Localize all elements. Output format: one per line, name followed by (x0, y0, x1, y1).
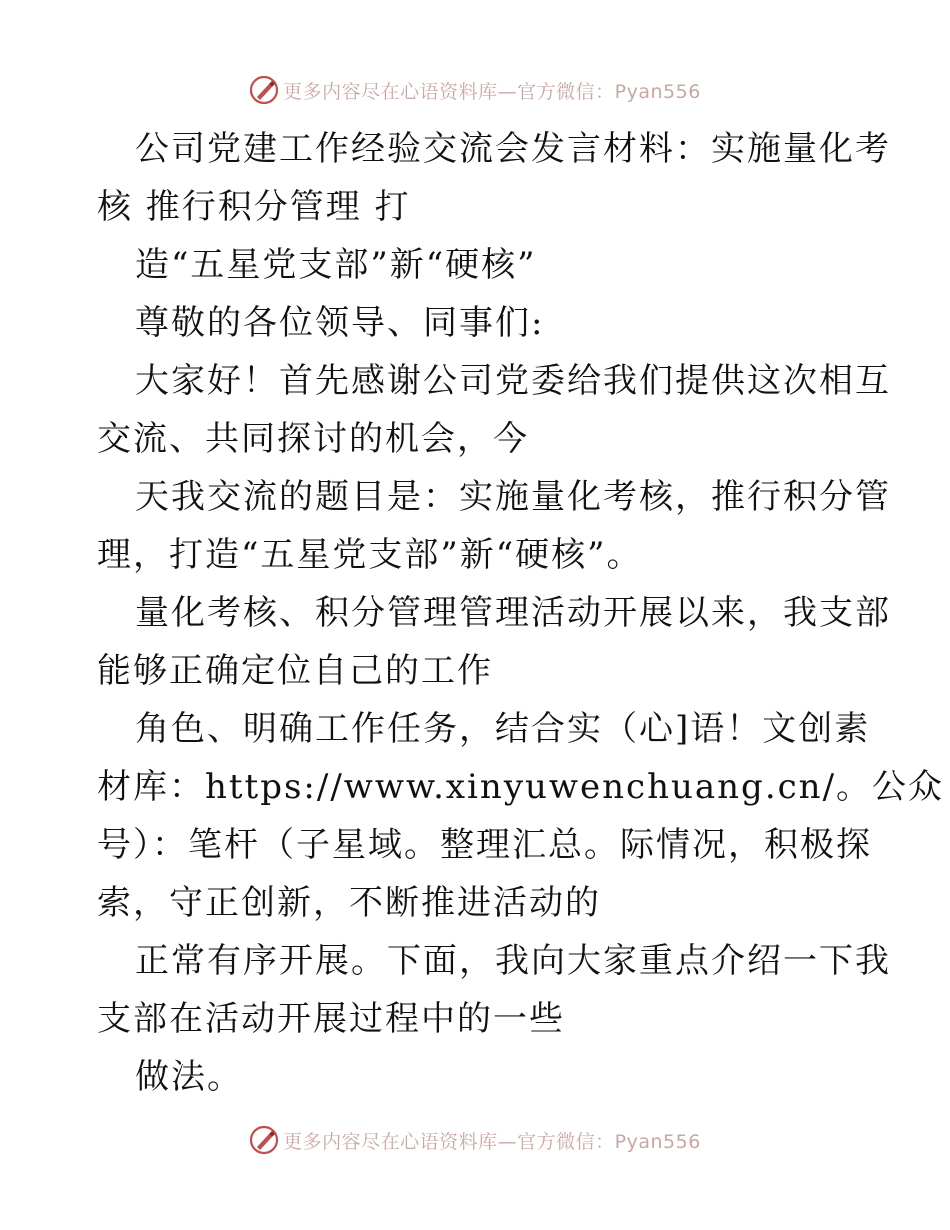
footer-banner (0, 1122, 950, 1158)
paragraph-line: 天我交流的题目是：实施量化考核，推行积分管 (135, 477, 891, 517)
title-line-3: 造“五星党支部”新“硬核” (135, 245, 537, 285)
header-banner (0, 72, 950, 108)
paragraph-line: 索，守正创新，不断推进活动的 (97, 883, 601, 923)
paragraph-line: 正常有序开展。下面，我向大家重点介绍一下我 (135, 941, 891, 981)
paragraph-line: 大家好！首先感谢公司党委给我们提供这次相互 (135, 361, 891, 401)
title-line-2: 核 推行积分管理 打 (97, 187, 411, 227)
paragraph-line: 材库：https://www.xinyuwenchuang.cn/。公众 (97, 767, 945, 807)
paragraph-line: 交流、共同探讨的机会，今 (97, 419, 529, 459)
paragraph-line: 量化考核、积分管理管理活动开展以来，我支部 (135, 593, 891, 633)
paragraph-line: 理，打造“五星党支部”新“硬核”。 (97, 535, 643, 575)
paragraph-line: 能够正确定位自己的工作 (97, 651, 493, 691)
title-line-1: 公司党建工作经验交流会发言材料：实施量化考 (135, 129, 891, 169)
paragraph-line: 支部在活动开展过程中的一些 (97, 999, 565, 1039)
salutation: 尊敬的各位领导、同事们: (135, 303, 545, 343)
footer-banner-text: 更多内容尽在心语资料库—官方微信：Pyan556 (283, 1130, 701, 1153)
pen-logo-icon (249, 75, 279, 105)
pen-logo-icon (249, 1125, 279, 1155)
paragraph-line: 号）：笔杆（子星域。整理汇总。际情况，积极探 (97, 825, 872, 865)
document-body (97, 120, 945, 1106)
paragraph-line: 做法。 (135, 1057, 243, 1097)
header-banner-text: 更多内容尽在心语资料库—官方微信：Pyan556 (283, 80, 701, 103)
paragraph-line: 角色、明确工作任务，结合实（心]语！文创素 (135, 709, 871, 749)
